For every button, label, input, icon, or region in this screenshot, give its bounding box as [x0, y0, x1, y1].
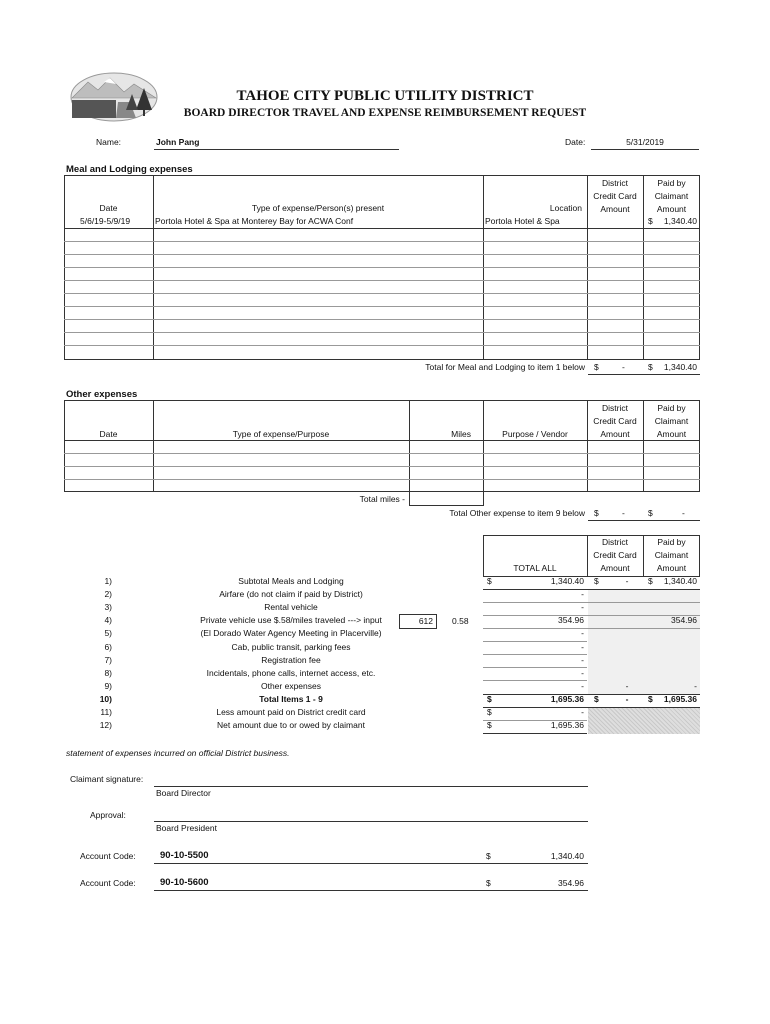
summary-item-district[interactable]: - [625, 694, 629, 704]
summary-item-number: 8) [104, 668, 112, 678]
meal-total-paid: 1,340.40 [663, 362, 697, 372]
other-col-district: District Credit Card Amount [593, 403, 637, 439]
summary-item-number: 4) [104, 615, 112, 625]
name-label: Name: [96, 137, 122, 147]
meal-row-paid[interactable]: 1,340.40 [663, 216, 697, 226]
other-col-vendor: Purpose / Vendor [502, 429, 568, 439]
summary-item-number: 6) [104, 642, 112, 652]
other-total-paid-currency: $ [648, 508, 653, 518]
summary-item-number: 7) [104, 655, 112, 665]
summary-col-total: TOTAL ALL [513, 563, 557, 573]
account-code-1[interactable]: 90-10-5500 [160, 850, 209, 861]
summary-item-label: (El Dorado Water Agency Meeting in Placerville) [200, 628, 382, 638]
account-amount-2: 354.96 [558, 878, 584, 888]
summary-item-total[interactable]: - [581, 589, 584, 599]
summary-item-total[interactable]: - [581, 681, 584, 691]
meal-total-district-currency: $ [594, 362, 599, 372]
summary-item-total[interactable]: 1,695.36 [550, 694, 584, 704]
summary-item-label: Cab, public transit, parking fees [231, 642, 351, 652]
page-title: TAHOE CITY PUBLIC UTILITY DISTRICT [236, 88, 534, 104]
summary-item-total[interactable]: - [581, 668, 584, 678]
other-total-label: Total Other expense to item 9 below [449, 508, 585, 518]
account-code-2[interactable]: 90-10-5600 [160, 877, 209, 888]
account-code-label-2: Account Code: [80, 878, 136, 888]
meal-row-paid-currency: $ [648, 216, 653, 226]
summary-item-total-currency: $ [487, 694, 492, 704]
summary-item-label: Airfare (do not claim if paid by District) [219, 589, 363, 599]
meal-col-district: District Credit Card Amount [593, 178, 637, 214]
date-field[interactable]: 5/31/2019 [626, 137, 664, 147]
mileage-input[interactable]: 612 [418, 616, 433, 626]
summary-item-number: 9) [104, 681, 112, 691]
summary-item-label: Net amount due to or owed by claimant [217, 720, 365, 730]
summary-item-total-currency: $ [487, 707, 492, 717]
summary-item-total[interactable]: - [581, 707, 584, 717]
summary-col-district: District Credit Card Amount [593, 537, 637, 573]
summary-item-label: Total Items 1 - 9 [259, 694, 323, 704]
summary-item-number: 5) [104, 628, 112, 638]
summary-col-paid: Paid by Claimant Amount [654, 537, 689, 573]
meal-row-date[interactable]: 5/6/19-5/9/19 [80, 216, 131, 226]
summary-item-paid[interactable]: 1,340.40 [663, 576, 697, 586]
summary-item-district-currency: $ [594, 576, 599, 586]
claimant-signature-label: Claimant signature: [70, 774, 144, 784]
summary-item-paid[interactable]: 354.96 [671, 615, 697, 625]
summary-item-label: Registration fee [261, 655, 321, 665]
approval-label: Approval: [90, 810, 126, 820]
summary-item-paid-currency: $ [648, 576, 653, 586]
mileage-rate: 0.58 [452, 616, 469, 626]
other-section-title: Other expenses [66, 389, 138, 400]
meal-col-paid: Paid by Claimant Amount [654, 178, 689, 214]
summary-item-total[interactable]: 1,340.40 [550, 576, 584, 586]
district-logo [70, 72, 158, 122]
claimant-role: Board Director [156, 788, 211, 798]
summary-item-label: Incidentals, phone calls, internet access, etc. [206, 668, 376, 678]
summary-item-total[interactable]: - [581, 628, 584, 638]
summary-item-label: Private vehicle use $.58/miles traveled ---> input [200, 615, 382, 625]
summary-item-number: 11) [100, 707, 112, 717]
meal-section-title: Meal and Lodging expenses [66, 164, 193, 175]
meal-col-type: Type of expense/Person(s) present [251, 203, 385, 213]
summary-item-number: 2) [104, 589, 112, 599]
account-amount-1: 1,340.40 [550, 851, 584, 861]
other-col-date: Date [99, 429, 118, 439]
meal-total-district: - [622, 362, 625, 372]
other-col-type: Type of expense/Purpose [232, 429, 330, 439]
summary-item-total[interactable]: - [581, 642, 584, 652]
summary-item-paid[interactable]: 1,695.36 [663, 694, 697, 704]
other-total-paid: - [682, 508, 685, 518]
other-col-paid: Paid by Claimant Amount [654, 403, 689, 439]
summary-item-number: 3) [104, 602, 112, 612]
summary-item-paid[interactable]: - [694, 681, 697, 691]
summary-item-total[interactable]: 354.96 [558, 615, 584, 625]
meal-col-date: Date [99, 203, 118, 213]
account-amount-currency-2: $ [486, 878, 491, 888]
summary-item-district-currency: $ [594, 694, 599, 704]
claimant-signature-line[interactable] [154, 770, 588, 786]
summary-item-district[interactable]: - [625, 576, 629, 586]
summary-item-number: 10) [99, 694, 112, 704]
form-subtitle: BOARD DIRECTOR TRAVEL AND EXPENSE REIMBURSEMENT REQUEST [183, 107, 587, 119]
account-code-label-1: Account Code: [80, 851, 136, 861]
summary-item-total[interactable]: 1,695.36 [550, 720, 584, 730]
meal-row-type[interactable]: Portola Hotel & Spa at Monterey Bay for ACWA Conf [155, 216, 354, 226]
summary-item-total[interactable]: - [581, 655, 584, 665]
other-col-miles: Miles [451, 429, 471, 439]
summary-item-number: 1) [104, 576, 112, 586]
summary-item-number: 12) [99, 720, 112, 730]
summary-shaded-area [588, 708, 700, 734]
meal-col-location: Location [549, 203, 582, 213]
meal-total-paid-currency: $ [648, 362, 653, 372]
summary-item-district[interactable]: - [625, 681, 629, 691]
meal-row-location[interactable]: Portola Hotel & Spa [485, 216, 560, 226]
summary-item-label: Rental vehicle [264, 602, 318, 612]
summary-item-total-currency: $ [487, 576, 492, 586]
summary-item-total-currency: $ [487, 720, 492, 730]
statement-text: statement of expenses incurred on official District business. [66, 748, 290, 758]
approval-role: Board President [156, 823, 217, 833]
summary-item-total[interactable]: - [581, 602, 584, 612]
name-field[interactable]: John Pang [156, 137, 200, 147]
other-total-district: - [622, 508, 625, 518]
account-amount-currency-1: $ [486, 851, 491, 861]
summary-item-paid-currency: $ [648, 694, 653, 704]
other-total-district-currency: $ [594, 508, 599, 518]
summary-item-label: Less amount paid on District credit card [216, 707, 366, 717]
approval-signature-line[interactable] [154, 805, 588, 821]
date-label: Date: [565, 137, 586, 147]
summary-item-label: Subtotal Meals and Lodging [238, 576, 344, 586]
meal-total-label: Total for Meal and Lodging to item 1 below [425, 362, 585, 372]
total-miles-label: Total miles - [359, 494, 405, 504]
summary-item-label: Other expenses [260, 681, 321, 691]
